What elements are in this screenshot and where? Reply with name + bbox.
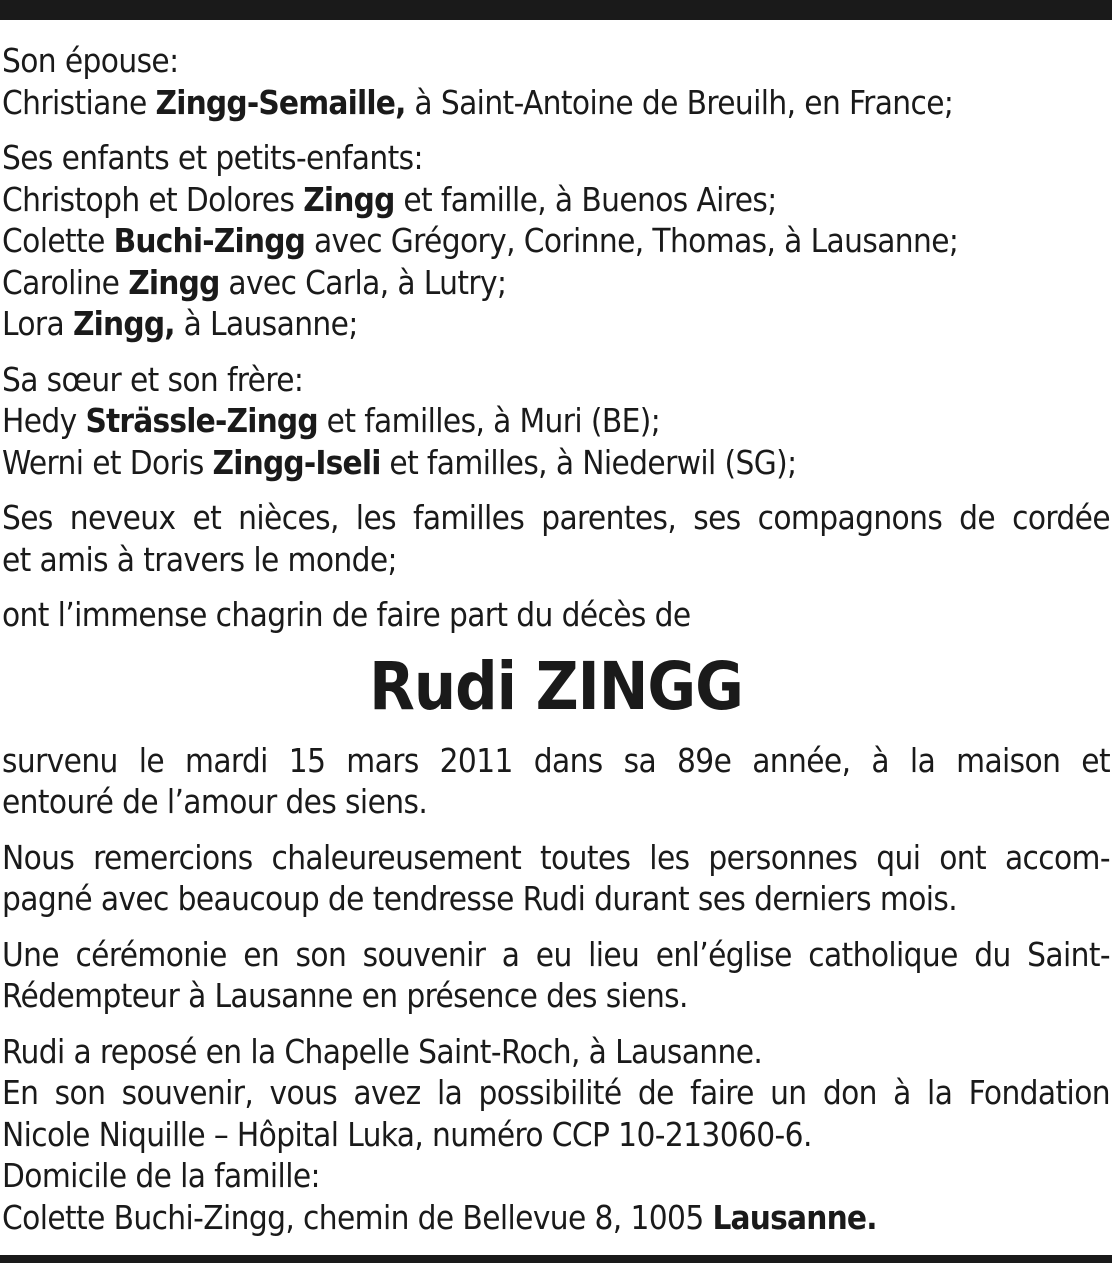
announcement-paragraph [2, 594, 1110, 636]
family-name: Strässle-Zingg [85, 401, 318, 440]
thanks-paragraph [2, 837, 1110, 920]
death-info-paragraph [2, 740, 1110, 823]
ceremony-line-2: Rédempteur à Lausanne en présence des siens. [2, 976, 688, 1015]
death-info-line-1: survenu le mardi 15 mars 2011 dans sa 89e année, à la maison et [2, 740, 1110, 780]
siblings-section [2, 359, 1110, 484]
announcement-text: ont l’immense chagrin de faire part du décès de [2, 595, 691, 634]
sibling-line: Werni et Doris Zingg-Iseli et familles, à Niederwil (SG); [2, 442, 797, 482]
children-heading: Ses enfants et petits-enfants: [2, 138, 423, 177]
child-line: Lora Zingg, à Lausanne; [2, 304, 358, 343]
ceremony-line-1: Une cérémonie en son souvenir a eu lieu enl’église catholique du Saint- [2, 934, 1110, 974]
spouse-section [2, 40, 1110, 123]
closing-paragraph [2, 1031, 1110, 1239]
rest-line: Rudi a reposé en la Chapelle Saint-Roch, à Lausanne. [2, 1031, 763, 1071]
address-city: Lausanne. [712, 1197, 877, 1237]
deceased-name: Rudi ZINGG [369, 647, 743, 725]
children-section [2, 137, 1110, 345]
relatives-line-2: et amis à travers le monde; [2, 539, 397, 579]
family-name: Zingg, [72, 304, 175, 343]
spouse-heading: Son épouse: [2, 41, 179, 80]
obituary-notice [2, 40, 1110, 1238]
top-rule [0, 0, 1112, 20]
child-line: Colette Buchi-Zingg avec Grégory, Corinne, Thomas, à Lausanne; [2, 221, 959, 260]
donation-line-2: Nicole Niquille – Hôpital Luka, numéro CCP 10-213060-6. [2, 1114, 812, 1154]
sibling-line: Hedy Strässle-Zingg et familles, à Muri (BE); [2, 401, 661, 440]
relatives-paragraph [2, 497, 1110, 580]
family-name: Zingg [128, 262, 220, 302]
family-name: Zingg [303, 179, 395, 219]
thanks-line-2: pagné avec beaucoup de tendresse Rudi durant ses derniers mois. [2, 879, 958, 918]
spouse-line: Christiane Zingg-Semaille, à Saint-Antoine de Breuilh, en France; [2, 82, 954, 122]
family-address: Colette Buchi-Zingg, chemin de Bellevue 8, 1005 Lausanne. [2, 1197, 877, 1237]
donation-line-1: En son souvenir, vous avez la possibilité de faire un don à la Fondation [2, 1073, 1110, 1112]
family-name: Zingg-Iseli [212, 442, 381, 482]
relatives-line-1: Ses neveux et nièces, les familles parentes, ses compagnons de cordée [2, 498, 1110, 537]
child-line: Caroline Zingg avec Carla, à Lutry; [2, 262, 507, 302]
family-name: Zingg-Semaille, [155, 82, 406, 122]
thanks-line-1: Nous remercions chaleureusement toutes les personnes qui ont accom- [2, 837, 1110, 877]
ceremony-paragraph [2, 934, 1110, 1017]
siblings-heading: Sa sœur et son frère: [2, 359, 304, 399]
family-name: Buchi-Zingg [113, 221, 306, 260]
domicile-heading: Domicile de la famille: [2, 1156, 320, 1195]
child-line: Christoph et Dolores Zingg et famille, à Buenos Aires; [2, 179, 777, 219]
death-info-line-2: entouré de l’amour des siens. [2, 782, 428, 821]
bottom-rule [0, 1255, 1112, 1263]
